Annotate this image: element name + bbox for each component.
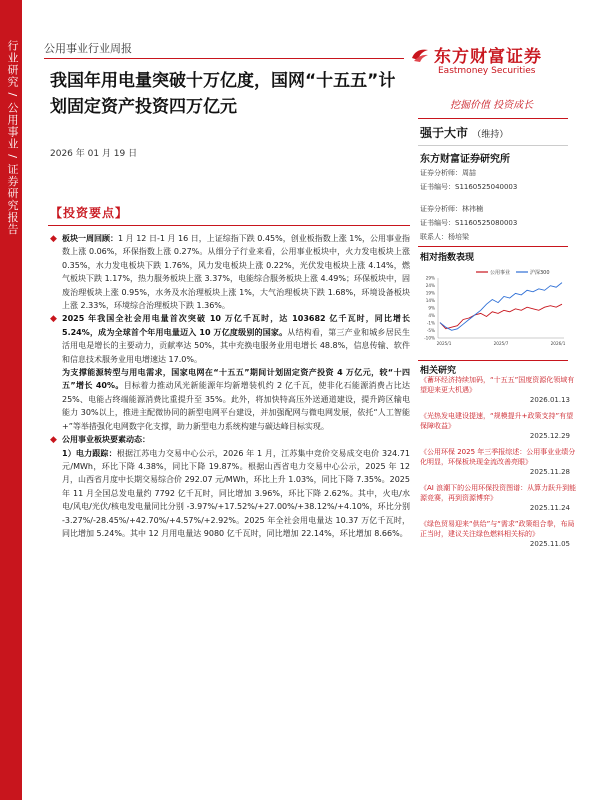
related-item-date: 2025.11.24 bbox=[529, 504, 570, 512]
point-lead: 1）电力跟踪： bbox=[62, 448, 117, 458]
y-tick-label: 14% bbox=[425, 298, 435, 303]
analyst-2-cert: 证书编号：S1160525080003 bbox=[420, 219, 518, 227]
slogan: 挖掘价值 投资成长 bbox=[450, 100, 534, 111]
diamond-bullet-icon: ◆ bbox=[50, 234, 57, 244]
point-lead: 为支撑能源转型与用电需求，国家电网在“十五五”期间计划固定资产投资 4 万亿元，较“十四五”增长 40%。 bbox=[62, 368, 410, 391]
y-tick-label: 9% bbox=[428, 305, 435, 311]
related-item-date: 2026.01.13 bbox=[529, 396, 570, 404]
related-research-list bbox=[420, 375, 580, 555]
analyst-block bbox=[420, 166, 580, 244]
institute-name: 东方财富证券研究所 bbox=[420, 154, 510, 165]
point-grid-investment bbox=[50, 366, 410, 433]
rating-label: 强于大市 bbox=[420, 126, 469, 140]
key-points-rule bbox=[48, 225, 410, 226]
related-item-date: 2025.11.28 bbox=[529, 468, 570, 476]
report-category: 公用事业行业周报 bbox=[44, 42, 132, 55]
y-tick-label: 24% bbox=[425, 283, 435, 288]
point-text: 从结构看，第三产业和城乡居民生活用电是增长的主要动力，贡献率达 50%，其中充换电服务业用电增长 48.8%，信息传输、软件和信息技术服务业用电增速达 17.0%。 bbox=[62, 327, 410, 364]
key-points-header bbox=[50, 202, 140, 220]
y-tick-label: -1% bbox=[426, 320, 435, 326]
analyst-2: 证券分析师：林祎楠 bbox=[420, 205, 483, 213]
sidebar-text: 行业研究 / 公用事业 / 证券研究报告 bbox=[6, 40, 19, 236]
related-item[interactable] bbox=[420, 483, 580, 513]
report-title: 我国年用电量突破十万亿度，国网“十五五”计划固定资产投资四万亿元 bbox=[50, 71, 396, 117]
point-power-tracking bbox=[50, 447, 410, 541]
y-axis-ticks bbox=[424, 276, 435, 341]
company-logo bbox=[410, 40, 570, 88]
legend-csi300: 沪深300 bbox=[530, 270, 550, 276]
related-rule bbox=[418, 360, 568, 361]
chart-legend bbox=[476, 269, 550, 276]
related-item[interactable] bbox=[420, 375, 580, 405]
series-line-utilities bbox=[440, 304, 562, 329]
point-lead: 2025 年我国全社会用电量首次突破 10 万亿千瓦时，达 103682 亿千瓦时，同比增长 5.24%，成为全球首个年用电量迈入 10 万亿度级别的国家。 bbox=[62, 314, 410, 337]
relative-index-chart bbox=[416, 268, 566, 350]
related-item-title[interactable]: 《蓄环经济持续加码，“十五五”国度资源化领域有望迎来更大机遇》 bbox=[420, 376, 575, 394]
key-points-label: 【投资要点】 bbox=[50, 206, 129, 220]
point-sector-review bbox=[50, 232, 410, 312]
point-lead: 板块一周回顾： bbox=[62, 234, 119, 243]
related-item-date: 2025.12.29 bbox=[529, 432, 570, 440]
series-line-csi300 bbox=[440, 283, 562, 331]
chart-rule bbox=[418, 246, 568, 247]
logo-mark-icon bbox=[410, 44, 430, 64]
related-item-title[interactable]: 《绿色贸易迎来“供给”与“需求”政策组合拳，布局正当时，建议关注绿色燃料相关标的》 bbox=[420, 520, 575, 538]
related-item[interactable] bbox=[420, 519, 580, 549]
y-tick-label: 4% bbox=[428, 313, 435, 318]
rating-note: （维持） bbox=[472, 130, 509, 140]
related-item-title[interactable]: 《AI 浪潮下的公用环保投资图谱：从算力跃升到能源竞赛，再到资源博弈》 bbox=[420, 484, 577, 502]
analyst-1: 证券分析师：周喆 bbox=[420, 169, 476, 177]
contact: 联系人：杨培梁 bbox=[420, 233, 469, 241]
related-item[interactable] bbox=[420, 447, 580, 477]
related-title: 相关研究 bbox=[420, 366, 457, 376]
point-lead: 公用事业板块要素动态： bbox=[62, 435, 150, 445]
y-tick-label: -5% bbox=[426, 328, 435, 333]
key-points-body bbox=[50, 232, 410, 540]
chart-title: 相对指数表现 bbox=[420, 253, 475, 263]
logo-en: Eastmoney Securities bbox=[438, 66, 536, 76]
point-text: 1 月 12 日-1 月 16 日，上证综指下跌 0.45%，创业板指数上涨 1%，公用事业指数上涨 0.06%，环保指数上涨 0.27%。从细分子行业来看，公用事业板块中，火力发电板块上涨 0.35%，水力发电板块下跌 1.76%，风力发电板块上涨 0.22%，光伏发电板块上涨 4.14%，燃气板块下跌 1.17%，热力服务板块上涨 3.37%，电能综合服务板块上涨 4.49%；环保板块中，固废治理板块上涨 0.95%，水务及水治理板块上涨 1%，大气治理板块下跌 1.68%，环境设备板块上涨 2.33%，环境综合治理板块下跌 1.36%。 bbox=[62, 234, 411, 311]
diamond-bullet-icon: ◆ bbox=[50, 435, 57, 446]
analyst-1-cert: 证书编号：S1160525040003 bbox=[420, 183, 518, 191]
header-rule bbox=[44, 58, 404, 59]
y-tick-label: 29% bbox=[425, 275, 435, 281]
chart-series bbox=[440, 283, 562, 331]
x-tick-label: 2025/1 bbox=[436, 341, 452, 346]
x-tick-label: 2026/1 bbox=[550, 341, 566, 346]
sidebar bbox=[0, 0, 22, 800]
related-item-title[interactable]: 《光热发电建设提速，“规模提升+政策支持”有望保障收益》 bbox=[420, 412, 574, 430]
related-item[interactable] bbox=[420, 411, 580, 441]
diamond-bullet-icon: ◆ bbox=[50, 314, 57, 325]
rating bbox=[420, 124, 508, 141]
report-date: 2026 年 01 月 19 日 bbox=[50, 149, 138, 159]
related-item-date: 2025.11.05 bbox=[529, 540, 570, 548]
rating-rule bbox=[418, 118, 568, 119]
y-tick-label: 19% bbox=[425, 290, 435, 296]
point-text: 根据江苏电力交易中心公示，2026 年 1 月，江苏集中竞价交易成交电价 324.71 元/MWh，环比下降 4.38%，同比下降 19.87%。根据山西省电力交易中心公示，2025 年 12 月，山西省月度中长期交易综合价 292.07 元/MWh，环比上升 1.03%，同比下降 7.35%。2025 年 11 月全国总发电量约 7792 亿千瓦时，同比增加 3.96%，环比下降 2.62%。其中，火电/水电/风电/光伏/核电发电量同比分别 -3.97%/+17.52%/+27.00%/+38.12%/+4.10%，环比分别 -3.27%/-28.45%/+42.70%/+4.57%/+2.92%。2025 年全社会用电量达 10.37 万亿千瓦时，同比增加 5.24%。其中 12 月用电量达 9080 亿千瓦时，同比增加 22.14%，环比增加 8.66%。 bbox=[62, 448, 410, 538]
related-item-title[interactable]: 《公用环保 2025 年三季报综述：公用事业业绩分化明显，环保板块现金流改善亮眼》 bbox=[420, 448, 576, 466]
x-tick-label: 2025/7 bbox=[493, 341, 509, 346]
x-axis-ticks bbox=[437, 341, 566, 346]
y-tick-label: -10% bbox=[424, 335, 435, 341]
logo-cn: 东方财富证券 bbox=[434, 47, 542, 67]
institute-rule bbox=[418, 145, 568, 146]
point-sector-dynamics bbox=[50, 433, 410, 446]
legend-utilities: 公用事业 bbox=[490, 270, 511, 276]
point-text: 目标着力推动风光新能源年均新增装机约 2 亿千瓦，使非化石能源消费占比达 25%、电能占终端能源消费比重提升至 35%。此外，将加快特高压外送通道建设，提升跨区输电能力 30%以上，推进主配微协同的新型电网平台建设，并加强配网与微电网发展，依托“人工智能+”等举措强化电网数字化支撑，助力新型电力系统构建与碳达峰目标实现。 bbox=[62, 381, 410, 431]
point-power-consumption bbox=[50, 312, 410, 366]
